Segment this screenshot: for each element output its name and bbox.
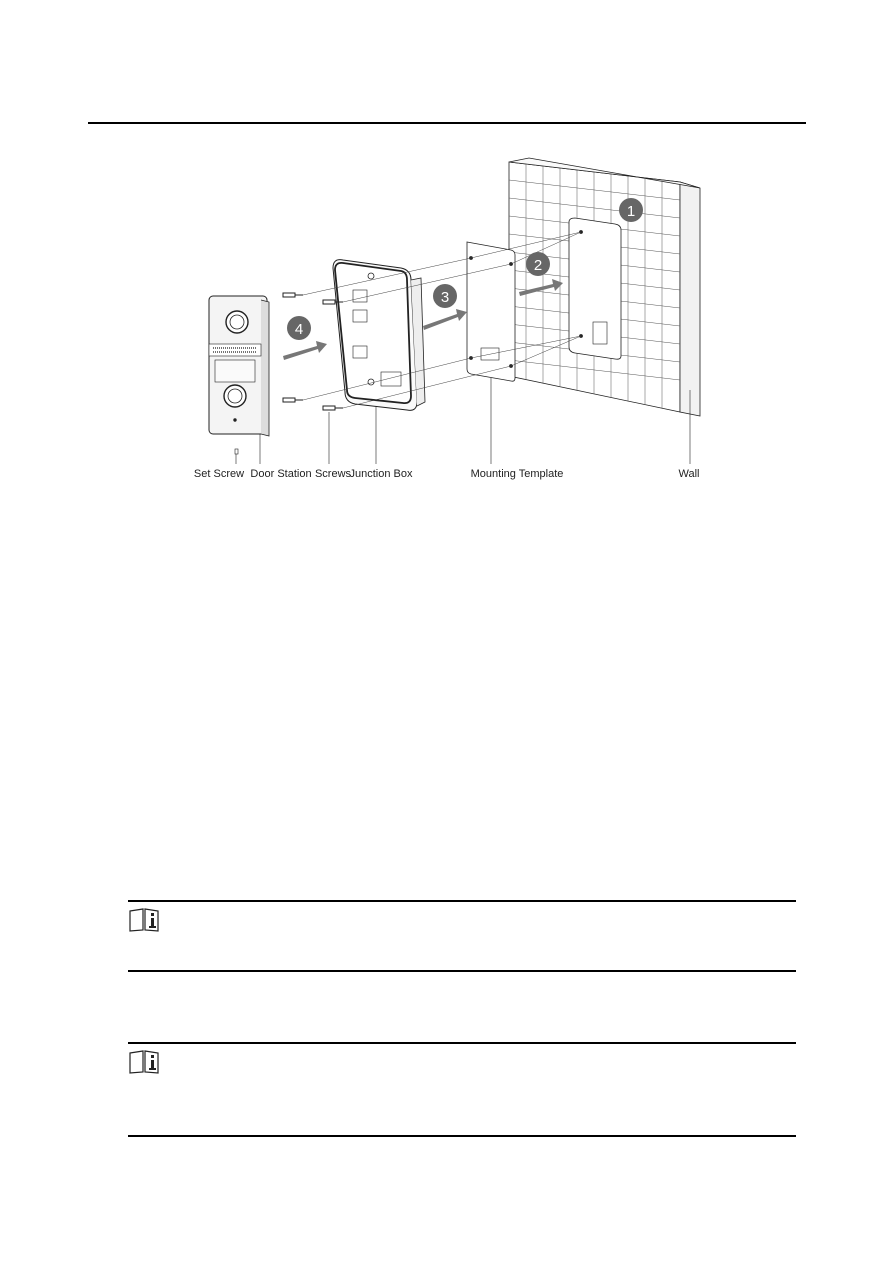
mounting-template: [467, 242, 515, 381]
label-screws: Screws: [314, 468, 352, 480]
svg-text:1: 1: [626, 203, 636, 220]
label-set-screw: Set Screw: [193, 468, 245, 480]
note-top-rule: [128, 900, 796, 902]
note-book-icon: [128, 908, 160, 932]
label-mounting-template: Mounting Template: [470, 468, 564, 480]
junction-box: [333, 260, 425, 411]
label-junction-box: Junction Box: [349, 468, 413, 480]
note-bottom-rule: [128, 1135, 796, 1137]
step-badge-2: [526, 252, 550, 276]
installation-diagram: [185, 150, 725, 490]
note-book-icon: [128, 1050, 160, 1074]
door-station: [209, 296, 269, 436]
note-block-1: [128, 900, 796, 972]
svg-text:4: 4: [294, 321, 304, 338]
svg-text:2: 2: [533, 257, 543, 274]
screw-top-left: [283, 293, 303, 297]
note-bottom-rule: [128, 970, 796, 972]
step-badge-4: [287, 316, 311, 340]
header-rule: [88, 122, 806, 124]
arrow-step-4: [283, 341, 327, 360]
wall: [509, 158, 700, 416]
note-top-rule: [128, 1042, 796, 1044]
label-wall: Wall: [678, 468, 700, 480]
step-badge-3: [433, 284, 457, 308]
step-badge-1: [619, 198, 643, 222]
label-door-station: Door Station: [250, 468, 312, 480]
arrow-step-3: [423, 309, 467, 330]
note-block-2: [128, 1042, 796, 1138]
svg-text:3: 3: [440, 289, 450, 306]
screw-bottom-left: [283, 398, 303, 402]
screw-bottom-right: [323, 406, 343, 410]
